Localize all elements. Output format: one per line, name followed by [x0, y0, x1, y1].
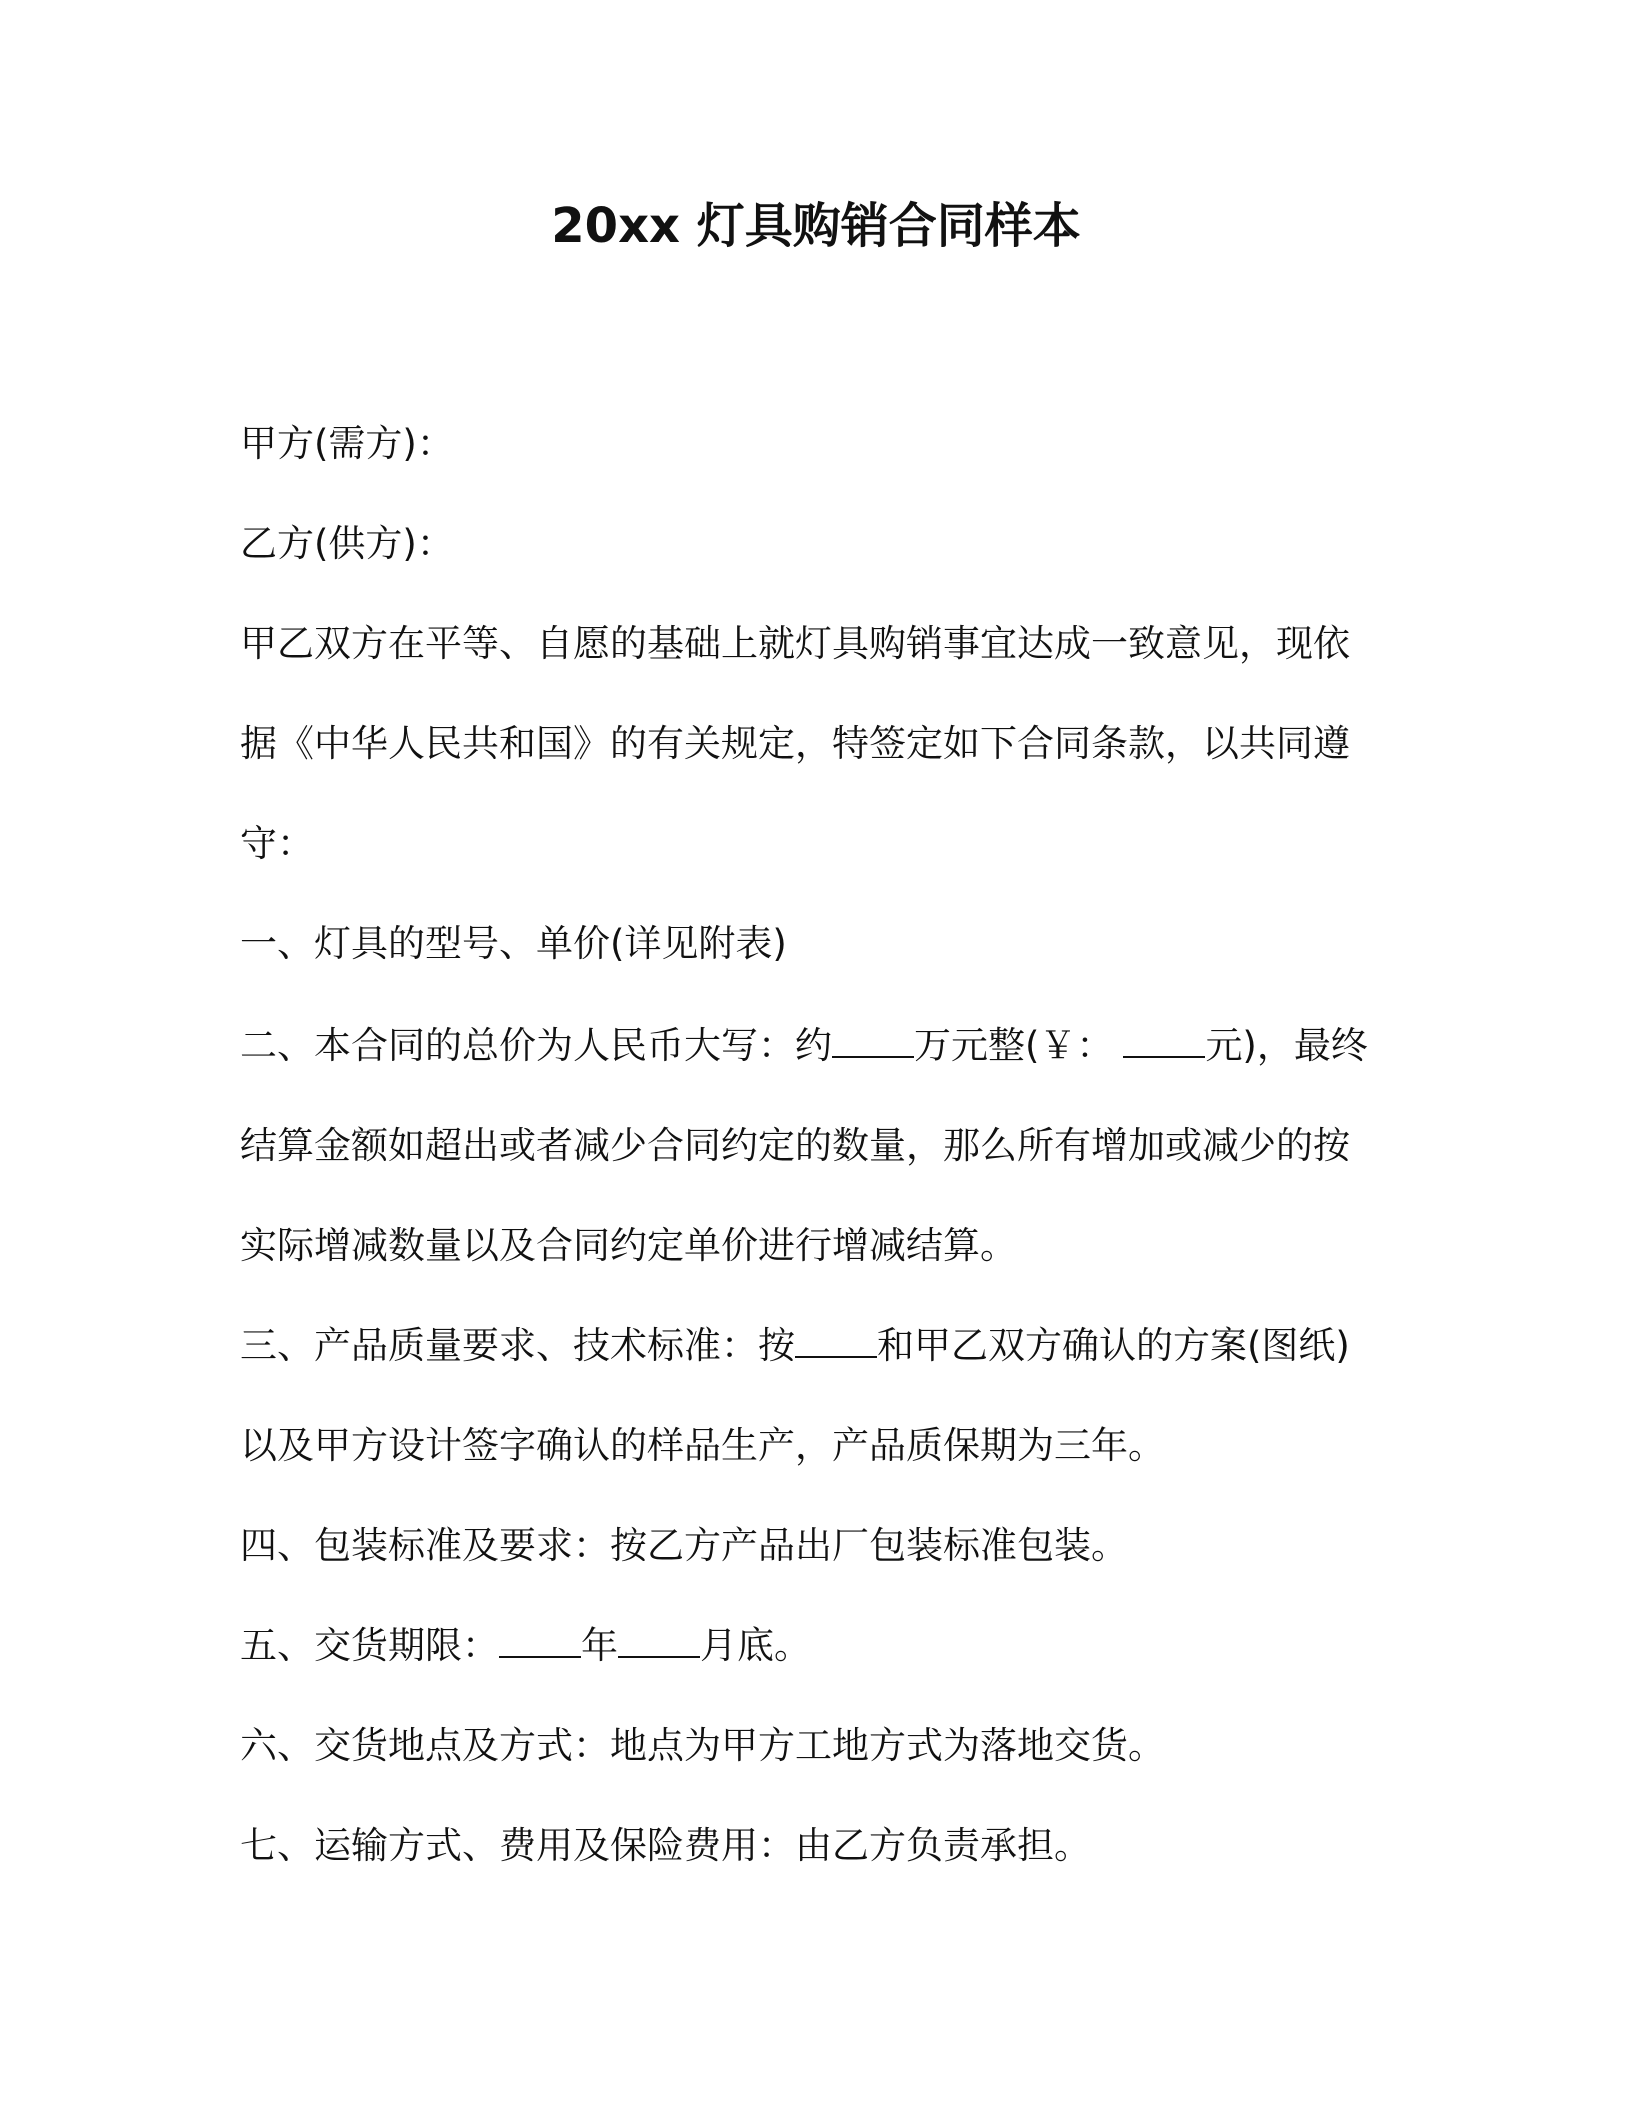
- clause-6: 六、交货地点及方式：地点为甲方工地方式为落地交货。: [240, 1724, 1165, 1767]
- party-b-line: 乙方(供方)：: [240, 522, 454, 565]
- clause-4: 四、包装标准及要求：按乙方产品出厂包装标准包装。: [240, 1524, 1128, 1567]
- clause-2-line-2: 结算金额如超出或者减少合同约定的数量，那么所有增加或减少的按: [240, 1124, 1350, 1167]
- standard-blank: [795, 1322, 877, 1358]
- clause-5: [240, 1622, 1380, 1670]
- clause-7: 七、运输方式、费用及保险费用：由乙方负责承担。: [240, 1824, 1091, 1867]
- year-blank: [499, 1622, 581, 1658]
- clause-2-text-a: 二、本合同的总价为人民币大写：约: [240, 1024, 832, 1067]
- clause-3-text-a: 三、产品质量要求、技术标准：按: [240, 1324, 795, 1367]
- clause-1: 一、灯具的型号、单价(详见附表): [240, 922, 787, 965]
- clause-3-line-2: 以及甲方设计签字确认的样品生产，产品质保期为三年。: [240, 1424, 1165, 1467]
- party-a-line: 甲方(需方)：: [240, 422, 454, 465]
- clause-3-line-1: [240, 1322, 1380, 1370]
- document-title: 20xx 灯具购销合同样本: [551, 198, 1081, 254]
- clause-2-text-c: 元)，最终: [1205, 1024, 1368, 1067]
- clause-2-line-1: [240, 1022, 1380, 1070]
- clause-5-text-b: 年: [581, 1624, 618, 1667]
- amount-words-blank: [832, 1022, 914, 1058]
- intro-line-1: 甲乙双方在平等、自愿的基础上就灯具购销事宜达成一致意见，现依: [240, 622, 1350, 665]
- document-body: [240, 420, 1380, 1870]
- clause-2-line-3: 实际增减数量以及合同约定单价进行增减结算。: [240, 1224, 1017, 1267]
- clause-5-text-a: 五、交货期限：: [240, 1624, 499, 1667]
- intro-line-2: 据《中华人民共和国》的有关规定，特签定如下合同条款，以共同遵: [240, 722, 1350, 765]
- clause-3-text-b: 和甲乙双方确认的方案(图纸): [877, 1324, 1350, 1367]
- clause-2-text-b: 万元整(￥：: [914, 1024, 1114, 1067]
- intro-line-3: 守：: [240, 822, 314, 865]
- month-blank: [618, 1622, 700, 1658]
- amount-number-blank: [1123, 1022, 1205, 1058]
- clause-5-text-c: 月底。: [700, 1624, 811, 1667]
